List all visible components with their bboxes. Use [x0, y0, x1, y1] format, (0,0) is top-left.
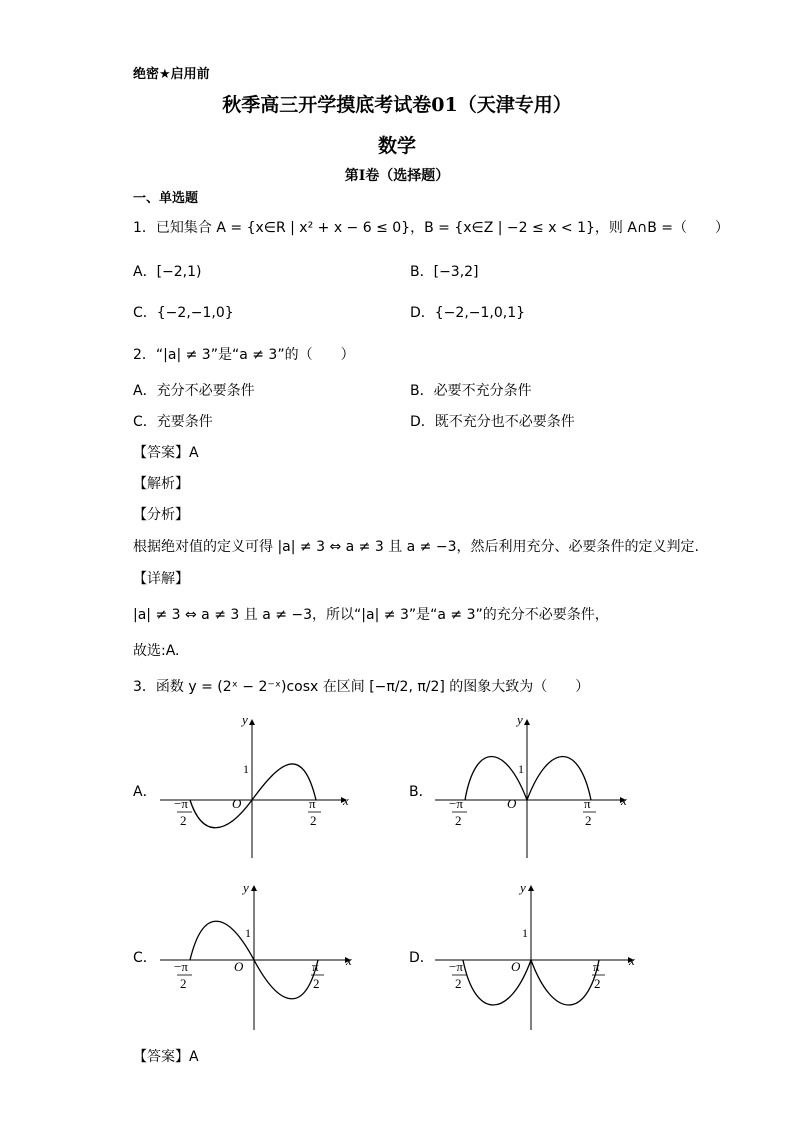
- graph-b-two: 2: [585, 813, 592, 828]
- graph-c-pi: π: [312, 959, 319, 974]
- q2-option-c: C．充要条件: [133, 414, 213, 430]
- section-title: 一、单选题: [133, 191, 199, 206]
- graph-d-neg-two: 2: [455, 976, 462, 991]
- q3-answer: 【答案】A: [133, 1049, 199, 1065]
- graph-c-neg-pi: −π: [174, 959, 188, 974]
- q2-stem: 2．“|a| ≠ 3”是“a ≠ 3”的（ ）: [133, 347, 355, 363]
- q3-graph-d-label: D．: [409, 950, 434, 966]
- graph-c-x-label: x: [346, 953, 352, 968]
- graph-c-y-label: y: [243, 880, 249, 895]
- graph-d-x-label: x: [629, 953, 635, 968]
- q3-graph-a-label: A．: [133, 784, 157, 800]
- q2-conclusion: 故选:A.: [133, 643, 180, 659]
- graph-a-one: 1: [243, 762, 249, 776]
- q2-xiangjie: 【详解】: [133, 571, 189, 587]
- graph-a-pi: π: [309, 796, 316, 811]
- graph-b-neg-pi: −π: [449, 796, 463, 811]
- graph-d-y-label: y: [520, 880, 526, 895]
- graph-b-origin: O: [507, 796, 517, 811]
- graph-c-two: 2: [313, 976, 320, 991]
- q1-option-a: A．[−2,1): [133, 264, 202, 280]
- q3-graph-b: [425, 712, 645, 862]
- graph-d-one: 1: [522, 926, 528, 940]
- secret-label: 绝密★启用前: [133, 67, 210, 82]
- q2-fenxi: 【分析】: [133, 507, 189, 523]
- q3-graph-c: [150, 880, 370, 1032]
- q3-graph-a: [150, 712, 370, 862]
- q2-option-d: D．既不充分也不必要条件: [410, 414, 575, 430]
- q2-detail: |a| ≠ 3 ⇔ a ≠ 3 且 a ≠ −3，所以“|a| ≠ 3”是“a ≠ 3”的充分不必要条件，: [133, 607, 609, 623]
- graph-a-neg-two: 2: [180, 813, 187, 828]
- graph-a-y-label: y: [242, 712, 248, 727]
- graph-d-neg-pi: −π: [449, 959, 463, 974]
- graph-b-x-label: x: [621, 793, 627, 808]
- q1-option-c: C．{−2,−1,0}: [133, 305, 234, 321]
- q3-stem: 3．函数 y = (2ˣ − 2⁻ˣ)cosx 在区间 [−π/2, π/2] 的图象大致为（ ）: [133, 679, 590, 695]
- volume-title: 第Ⅰ卷（选择题）: [344, 168, 450, 184]
- graph-a-x-label: x: [343, 793, 349, 808]
- q2-jiexi: 【解析】: [133, 476, 189, 492]
- q2-option-b: B．必要不充分条件: [410, 383, 532, 399]
- subject-title: 数学: [377, 135, 416, 157]
- graph-b-one: 1: [518, 762, 524, 776]
- q2-answer: 【答案】A: [133, 445, 199, 461]
- graph-a-neg-pi: −π: [174, 796, 188, 811]
- graph-c-one: 1: [245, 926, 251, 940]
- page-title: 秋季高三开学摸底考试卷01（天津专用）: [222, 94, 572, 116]
- graph-c-neg-two: 2: [180, 976, 187, 991]
- graph-d-origin: O: [511, 959, 521, 974]
- graph-d-two: 2: [594, 976, 601, 991]
- q2-option-a: A．充分不必要条件: [133, 383, 255, 399]
- graph-d-pi: π: [593, 959, 600, 974]
- q1-stem: 1．已知集合 A = {x∈R | x² + x − 6 ≤ 0}，B = {x∈Z | −2 ≤ x < 1}，则 A∩B =（ ）: [133, 220, 729, 236]
- q1-option-d: D．{−2,−1,0,1}: [410, 305, 526, 321]
- q3-graph-d: [425, 880, 645, 1032]
- graph-b-neg-two: 2: [455, 813, 462, 828]
- q3-graph-b-label: B．: [409, 784, 433, 800]
- graph-a-two: 2: [310, 813, 317, 828]
- q2-analysis: 根据绝对值的定义可得 |a| ≠ 3 ⇔ a ≠ 3 且 a ≠ −3，然后利用充分、必要条件的定义判定.: [133, 539, 699, 555]
- graph-c-origin: O: [234, 959, 244, 974]
- graph-b-y-label: y: [517, 712, 523, 727]
- graph-a-origin: O: [232, 796, 242, 811]
- q1-option-b: B．[−3,2]: [410, 264, 479, 280]
- q3-graph-c-label: C．: [133, 950, 157, 966]
- graph-b-pi: π: [584, 796, 591, 811]
